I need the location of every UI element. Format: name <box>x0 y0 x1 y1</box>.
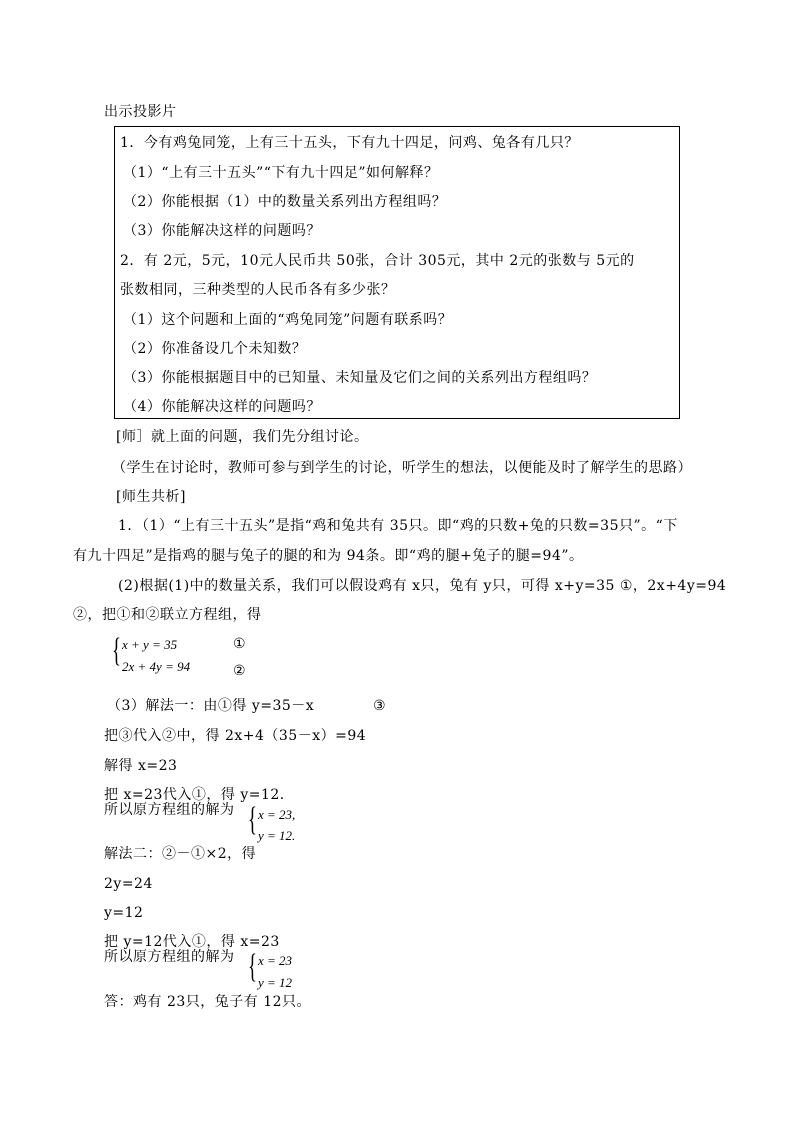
system-equation-2: 2x + 4y = 94 <box>122 659 191 674</box>
box-line: （4）你能解决这样的问题吗？ <box>123 399 321 415</box>
teacher-line: [师］就上面的问题，我们先分组讨论。 <box>116 429 369 445</box>
solution-step: 把 y=12代入①，得 x=23 <box>104 934 280 950</box>
solution-2-x: x = 23 <box>258 953 293 968</box>
box-line: （1）“上有三十五头”“下有九十四足”如何解释？ <box>123 165 439 181</box>
box-line: 1．今有鸡兔同笼，上有三十五头，下有九十四足，问鸡、兔各有几只？ <box>120 135 579 151</box>
paragraph-2-line-2: ②，把①和②联立方程组，得 <box>73 607 262 623</box>
solution-brace: { <box>248 801 257 838</box>
box-line: （3）你能解决这样的问题吗？ <box>123 223 321 239</box>
box-line: 张数相同，三种类型的人民币各有多少张？ <box>120 282 396 298</box>
answer: 答：鸡有 23只，兔子有 12只。 <box>104 994 312 1010</box>
solution-step: 所以原方程组的解为 <box>104 949 235 965</box>
solution-step: （3）解法一：由①得 y=35－x <box>107 698 315 714</box>
paragraph-1-line-1: 1．（1）“上有三十五头”是指“鸡和兔共有 35只。即“鸡的只数+兔的只数=35只”。“下 <box>118 518 678 534</box>
system-equation-1: x + y = 35 <box>122 637 178 652</box>
shared-analysis-label: [师生共析] <box>116 489 186 505</box>
box-line: （3）你能根据题目中的已知量、未知量及它们之间的关系列出方程组吗？ <box>123 370 597 386</box>
solution-step: 解法二：②－①×2，得 <box>104 846 257 862</box>
solution-step: 解得 x=23 <box>104 758 178 774</box>
box-line: （2）你准备设几个未知数？ <box>123 341 307 357</box>
solution-step: 把③代入②中，得 2x+4（35－x）=94 <box>104 728 367 744</box>
box-line: （2）你能根据（1）中的数量关系列出方程组吗？ <box>123 194 447 210</box>
paragraph-2-line-1: (2)根据(1)中的数量关系，我们可以假设鸡有 x只，兔有 y只，可得 x+y=35 ①，2x+4y=94 <box>118 578 727 594</box>
solution-1-x: x = 23, <box>258 807 296 822</box>
note-line: （学生在讨论时，教师可参与到学生的讨论，听学生的想法，以便能及时了解学生的思路） <box>112 460 692 476</box>
box-line: 2．有 2元，5元，10元人民币共 50张，合计 305元，其中 2元的张数与 5元的 <box>120 253 635 269</box>
solution-brace: { <box>248 948 257 985</box>
equation-marker-2: ② <box>233 663 247 679</box>
equation-marker-1: ① <box>233 636 247 652</box>
paragraph-1-line-2: 有九十四足”是指鸡的腿与兔子的腿的和为 94条。即“鸡的腿+兔子的腿=94”。 <box>73 548 584 564</box>
box-line: （1）这个问题和上面的“鸡兔同笼”问题有联系吗？ <box>123 312 453 328</box>
solution-step: y=12 <box>104 905 144 921</box>
solution-1-y: y = 12. <box>258 828 296 843</box>
solution-step: 把 x=23代入①，得 y=12. <box>104 787 285 803</box>
heading: 出示投影片 <box>104 104 177 120</box>
equation-marker-3: ③ <box>373 698 387 714</box>
solution-2-y: y = 12 <box>258 975 293 990</box>
solution-step: 所以原方程组的解为 <box>104 802 235 818</box>
solution-step: 2y=24 <box>104 876 153 892</box>
system-brace: { <box>112 632 121 669</box>
